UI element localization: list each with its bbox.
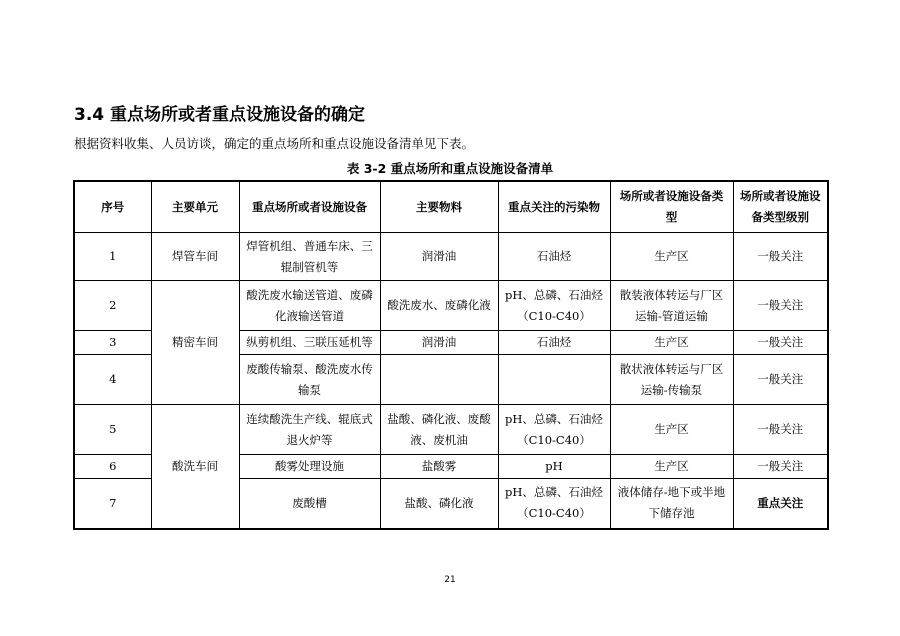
cell-material: 酸洗废水、废磷化液 [380,281,498,331]
cell-pollutant: 石油烃 [498,233,610,281]
table-row [74,405,828,455]
cell-no: 7 [74,479,151,529]
cell-facility: 酸雾处理设施 [239,455,380,479]
cell-material: 润滑油 [380,331,498,355]
cell-type: 生产区 [610,233,733,281]
cell-pollutant: 石油烃 [498,331,610,355]
cell-no: 4 [74,355,151,405]
cell-material: 盐酸雾 [380,455,498,479]
cell-level: 一般关注 [733,331,828,355]
header-no: 序号 [74,181,151,233]
cell-facility: 酸洗废水输送管道、废磷化液输送管道 [239,281,380,331]
cell-unit: 精密车间 [151,281,239,405]
intro-paragraph: 根据资料收集、人员访谈，确定的重点场所和重点设施设备清单见下表。 [74,136,475,151]
cell-facility: 废酸传输泵、酸洗废水传输泵 [239,355,380,405]
table-row [74,233,828,281]
cell-material: 润滑油 [380,233,498,281]
header-facility: 重点场所或者设施设备 [239,181,380,233]
cell-facility: 纵剪机组、三联压延机等 [239,331,380,355]
cell-material: 盐酸、磷化液 [380,479,498,529]
cell-pollutant: pH [498,455,610,479]
cell-level: 一般关注 [733,355,828,405]
cell-type: 液体储存-地下或半地下储存池 [610,479,733,529]
cell-facility: 焊管机组、普通车床、三辊制管机等 [239,233,380,281]
table-caption: 表 3-2 重点场所和重点设施设备清单 [346,161,554,176]
section-heading: 3.4 重点场所或者重点设施设备的确定 [74,105,366,125]
cell-material: 盐酸、磷化液、废酸液、废机油 [380,405,498,455]
header-pollutant: 重点关注的污染物 [498,181,610,233]
cell-facility: 连续酸洗生产线、辊底式退火炉等 [239,405,380,455]
cell-pollutant: pH、总磷、石油烃（C10-C40） [498,479,610,529]
cell-type: 生产区 [610,455,733,479]
cell-pollutant: pH、总磷、石油烃（C10-C40） [498,405,610,455]
cell-level: 一般关注 [733,233,828,281]
header-level: 场所或者设施设备类型级别 [733,181,828,233]
table-header-row [74,181,828,233]
cell-no: 5 [74,405,151,455]
cell-type: 生产区 [610,405,733,455]
page-number: 21 [444,575,456,585]
cell-level: 重点关注 [733,479,828,529]
cell-pollutant: pH、总磷、石油烃（C10-C40） [498,281,610,331]
cell-pollutant [498,355,610,405]
cell-facility: 废酸槽 [239,479,380,529]
cell-no: 3 [74,331,151,355]
cell-type: 散装液体转运与厂区运输-管道运输 [610,281,733,331]
header-type: 场所或者设施设备类型 [610,181,733,233]
cell-level: 一般关注 [733,281,828,331]
cell-no: 1 [74,233,151,281]
header-unit: 主要单元 [151,181,239,233]
cell-no: 6 [74,455,151,479]
cell-type: 散状液体转运与厂区运输-传输泵 [610,355,733,405]
cell-material [380,355,498,405]
header-material: 主要物料 [380,181,498,233]
cell-unit: 酸洗车间 [151,405,239,529]
cell-unit: 焊管车间 [151,233,239,281]
cell-level: 一般关注 [733,405,828,455]
table-row [74,281,828,331]
facility-table [73,180,829,530]
cell-type: 生产区 [610,331,733,355]
cell-no: 2 [74,281,151,331]
cell-level: 一般关注 [733,455,828,479]
